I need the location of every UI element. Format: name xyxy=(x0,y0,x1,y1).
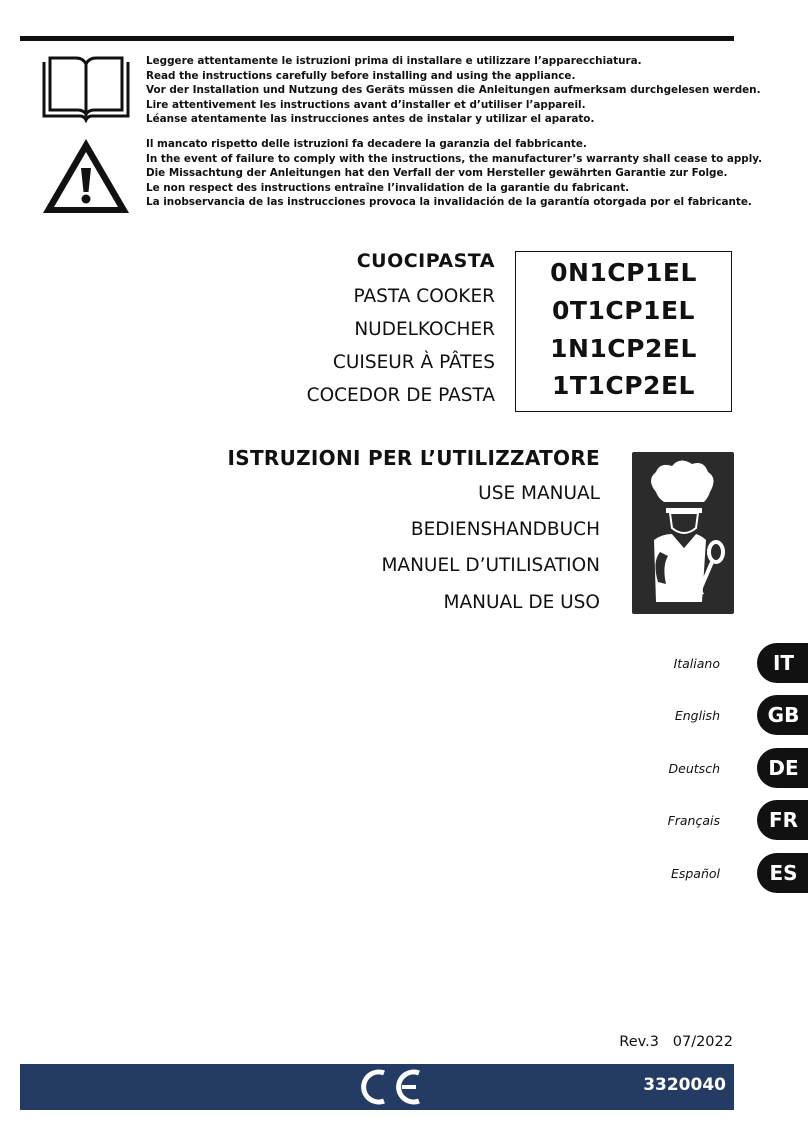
manual-name-de: BEDIENSHANDBUCH xyxy=(410,519,600,540)
lang-tab-de[interactable]: DE xyxy=(757,748,808,788)
read-instructions-it: Leggere attentamente le istruzioni prima di installare e utilizzare l’apparecchiatura. xyxy=(146,55,642,67)
revision-date: 07/2022 xyxy=(672,1034,733,1050)
warning-triangle-icon xyxy=(40,136,132,216)
lang-name-francais: Français xyxy=(667,813,720,828)
footer-bar xyxy=(20,1064,734,1110)
lang-name-espanol: Español xyxy=(670,866,720,881)
lang-tab-gb[interactable]: GB xyxy=(757,695,808,735)
warranty-de: Die Missachtung der Anleitungen hat den Verfall der vom Hersteller gewährten Garantie zur Folge. xyxy=(146,167,728,179)
manual-name-es: MANUAL DE USO xyxy=(443,592,600,613)
product-name-es: COCEDOR DE PASTA xyxy=(306,385,495,406)
read-instructions-de: Vor der Installation und Nutzung des Geräts müssen die Anleitungen aufmerksam durchgelesen werden. xyxy=(146,84,761,96)
manual-name-en: USE MANUAL xyxy=(478,483,600,504)
product-title: CUOCIPASTA xyxy=(356,250,495,272)
top-rule xyxy=(20,36,734,41)
warranty-it: Il mancato rispetto delle istruzioni fa decadere la garanzia del fabbricante. xyxy=(146,138,587,150)
read-instructions-block xyxy=(146,54,761,127)
read-instructions-fr: Lire attentivement les instructions avant d’installer et d’utiliser l’appareil. xyxy=(146,98,586,111)
model-code: 1N1CP2EL xyxy=(550,334,697,363)
book-icon xyxy=(40,54,132,124)
document-number: 3320040 xyxy=(643,1075,726,1095)
chef-icon xyxy=(632,452,734,614)
warranty-block xyxy=(146,137,762,210)
lang-name-deutsch: Deutsch xyxy=(668,761,720,776)
revision-info xyxy=(619,1034,733,1050)
model-code: 0N1CP1EL xyxy=(550,258,697,287)
lang-name-english: English xyxy=(674,708,720,723)
product-name-fr: CUISEUR À PÂTES xyxy=(332,352,495,373)
warranty-es: La inobservancia de las instrucciones provoca la invalidación de la garantía otorgada por el fabricante. xyxy=(146,196,752,208)
product-name-de: NUDELKOCHER xyxy=(354,319,495,340)
warranty-en: In the event of failure to comply with the instructions, the manufacturer’s warranty shall cease to apply. xyxy=(146,152,763,165)
read-instructions-en: Read the instructions carefully before installing and using the appliance. xyxy=(146,69,576,82)
lang-tab-fr[interactable]: FR xyxy=(757,800,808,840)
product-name-en: PASTA COOKER xyxy=(353,286,495,307)
model-code: 0T1CP1EL xyxy=(552,296,695,325)
read-instructions-es: Léanse atentamente las instrucciones antes de instalar y utilizar el aparato. xyxy=(146,113,595,125)
lang-tab-it[interactable]: IT xyxy=(757,643,808,683)
revision-number: Rev.3 xyxy=(619,1034,659,1050)
lang-name-italiano: Italiano xyxy=(673,656,720,671)
model-code: 1T1CP2EL xyxy=(552,371,695,400)
ce-mark-icon xyxy=(353,1067,425,1107)
manual-name-fr: MANUEL D’UTILISATION xyxy=(381,555,600,576)
models-box xyxy=(515,251,732,412)
manual-title: ISTRUZIONI PER L’UTILIZZATORE xyxy=(227,446,600,470)
lang-tab-es[interactable]: ES xyxy=(757,853,808,893)
warranty-fr: Le non respect des instructions entraîne l’invalidation de la garantie du fabricant. xyxy=(146,181,630,194)
